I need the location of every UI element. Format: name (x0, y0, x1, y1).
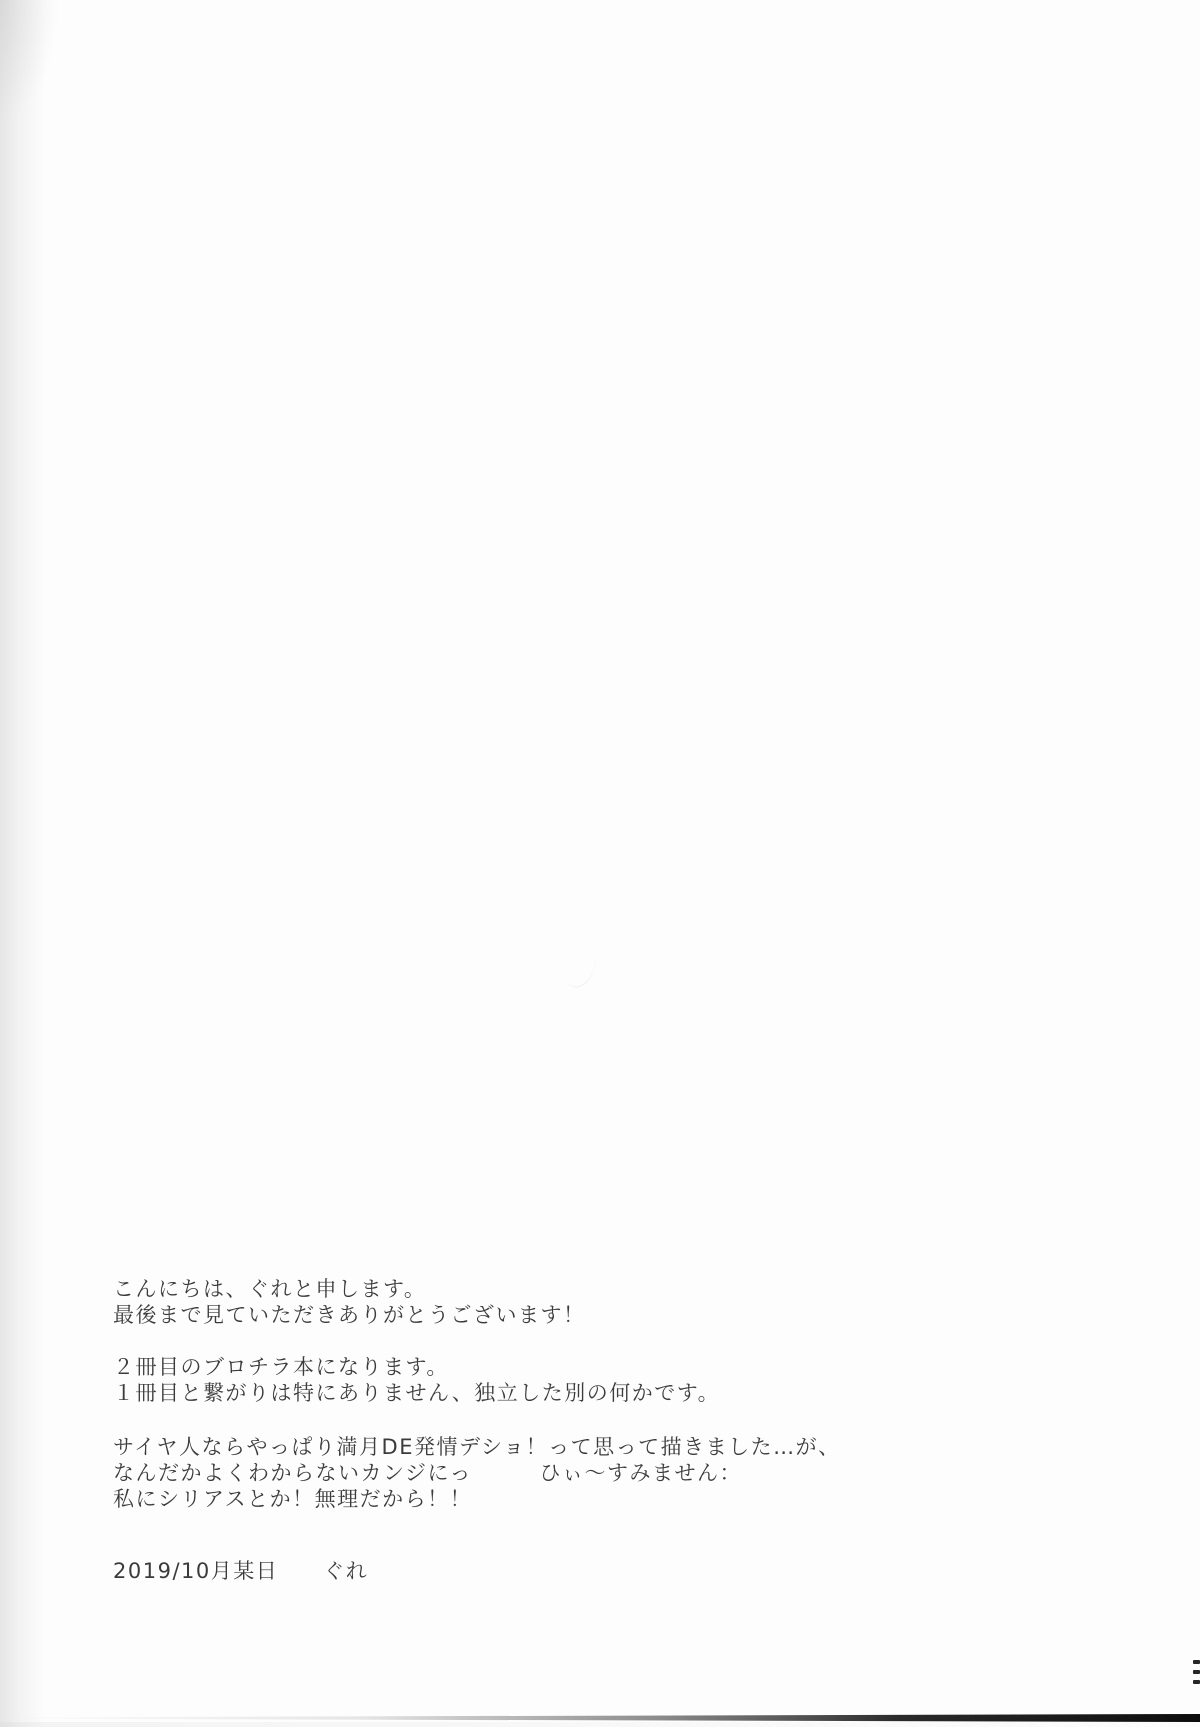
afterword-paragraph-comment (113, 1434, 1013, 1512)
cutoff-page-number-mark (1193, 1658, 1200, 1686)
page-bottom-fade (0, 1722, 1200, 1727)
afterword-line: ２冊目のブロチラ本になります。 (113, 1355, 449, 1379)
afterword-date-signature: 2019/10月某日 ぐれ (113, 1559, 369, 1583)
afterword-line: 私にシリアスとか！無理だから！！ (113, 1487, 473, 1511)
paper-crease-mark (556, 941, 601, 990)
afterword-line: なんだかよくわからないカンジにっ ひぃ～すみません： (113, 1461, 743, 1485)
afterword-text-block (113, 1276, 1013, 1584)
page-left-edge-shadow (0, 0, 46, 1727)
afterword-line: こんにちは、ぐれと申します。 (113, 1277, 427, 1301)
afterword-line: 最後まで見ていただきありがとうございます！ (113, 1303, 586, 1327)
afterword-paragraph-book-info (113, 1354, 1013, 1406)
afterword-paragraph-greeting (113, 1276, 1013, 1328)
page-bottom-edge-shadow (0, 1714, 1200, 1722)
afterword-line: １冊目と繋がりは特にありません、独立した別の何かです。 (113, 1381, 721, 1405)
afterword-line: サイヤ人ならやっぱり満月DE発情デショ！って思って描きました…が、 (113, 1435, 841, 1459)
